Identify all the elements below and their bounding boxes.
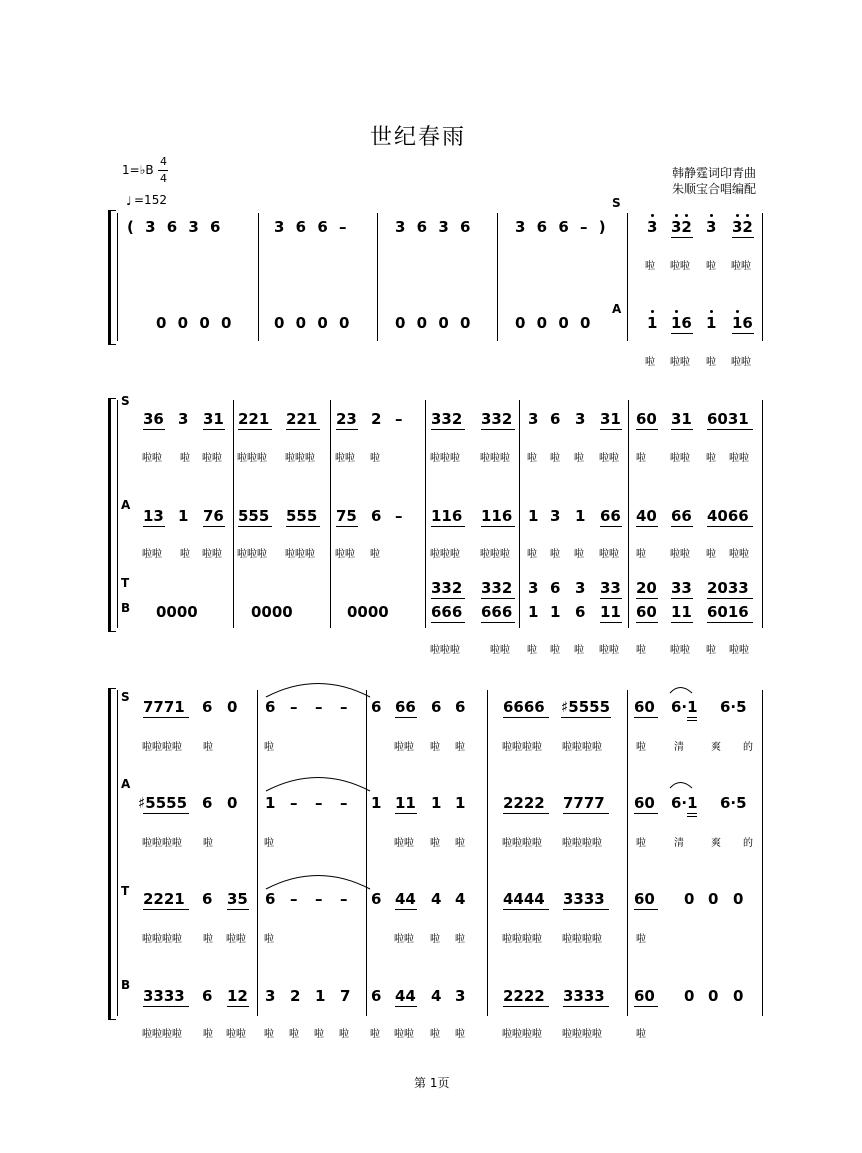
note: –	[290, 890, 298, 908]
note: 16	[671, 314, 692, 332]
note: 2222	[503, 987, 545, 1005]
note: 0	[684, 890, 695, 908]
lyric: 啦啦	[335, 453, 355, 464]
voice-label-tenor: T	[121, 576, 130, 590]
note: 6·1	[671, 698, 698, 716]
voice-label-alto: A	[121, 498, 131, 512]
lyric: 啦	[203, 742, 213, 753]
lyric: 啦啦	[731, 357, 751, 368]
lyric: 啦	[430, 1029, 440, 1040]
note: 0	[227, 794, 238, 812]
note: 6	[265, 698, 276, 716]
note: 3	[178, 410, 189, 428]
note: 332	[431, 410, 463, 428]
lyric: 啦	[370, 1029, 380, 1040]
note: ♯5555	[138, 794, 188, 812]
tempo-marking: =152	[134, 193, 167, 207]
intro-measure-1: ( 3 6 3 6	[127, 218, 221, 236]
voice-label-bass: B	[121, 978, 131, 992]
note: 332	[481, 579, 513, 597]
lyric: 啦啦啦啦	[502, 934, 542, 945]
note: 0	[684, 987, 695, 1005]
lyric: 啦啦啦啦	[502, 742, 542, 753]
note: 12	[227, 987, 248, 1005]
voice-label-bass: B	[121, 601, 131, 615]
lyric: 清	[674, 838, 684, 849]
note: 1	[706, 314, 717, 332]
intro-rest-3: 0 0 0 0	[395, 314, 471, 332]
lyric: 啦	[636, 645, 646, 656]
lyric: 的	[743, 838, 753, 849]
note: 31	[203, 410, 224, 428]
note: 3333	[143, 987, 185, 1005]
note: 16	[732, 314, 753, 332]
lyric: 啦啦	[599, 549, 619, 560]
note: 3	[575, 410, 586, 428]
intro-rest-2: 0 0 0 0	[274, 314, 350, 332]
lyric: 啦啦啦啦	[142, 934, 182, 945]
note: 6	[431, 698, 442, 716]
note: 221	[238, 410, 270, 428]
intro-measure-4: 3 6 6 – )	[515, 218, 606, 236]
lyric: 啦	[636, 549, 646, 560]
note: 1	[178, 507, 189, 525]
lyric: 啦啦啦	[430, 645, 460, 656]
note: 666	[481, 603, 513, 621]
note: 2	[371, 410, 382, 428]
lyric: 爽	[711, 838, 721, 849]
note: –	[340, 890, 348, 908]
note: 60	[634, 890, 655, 908]
note: 20	[636, 579, 657, 597]
lyric: 啦啦	[335, 549, 355, 560]
lyric: 啦	[314, 1029, 324, 1040]
lyric: 啦	[430, 742, 440, 753]
note: –	[290, 794, 298, 812]
lyric: 啦啦	[394, 838, 414, 849]
lyric: 啦	[264, 838, 274, 849]
note: 0000	[251, 603, 293, 621]
lyric: 啦	[706, 549, 716, 560]
lyric: 啦啦啦	[480, 549, 510, 560]
lyric: 啦	[430, 838, 440, 849]
note: 6031	[707, 410, 749, 428]
note: 60	[634, 794, 655, 812]
note: 6	[371, 698, 382, 716]
lyric: 啦啦啦	[237, 453, 267, 464]
note: 76	[203, 507, 224, 525]
lyric: 啦	[706, 261, 716, 272]
lyric: 啦	[455, 742, 465, 753]
lyric: 啦	[645, 357, 655, 368]
lyric: 啦啦	[202, 453, 222, 464]
lyric: 啦啦啦啦	[502, 838, 542, 849]
note: 4066	[707, 507, 749, 525]
lyric: 啦啦	[599, 645, 619, 656]
note: 0	[733, 987, 744, 1005]
intro-rest-1: 0 0 0 0	[156, 314, 232, 332]
lyric: 啦	[289, 1029, 299, 1040]
note: 1	[315, 987, 326, 1005]
note: 555	[286, 507, 318, 525]
note: 7777	[563, 794, 605, 812]
note: 7	[340, 987, 351, 1005]
voice-label-alto: A	[121, 777, 131, 791]
note: 60	[636, 603, 657, 621]
lyric: 啦	[264, 742, 274, 753]
lyric: 啦啦	[729, 453, 749, 464]
note: 1	[455, 794, 466, 812]
note-icon: ♩	[126, 194, 132, 208]
intro-rest-4: 0 0 0 0	[515, 314, 591, 332]
note: 1	[265, 794, 276, 812]
lyric: 啦啦啦啦	[502, 1029, 542, 1040]
lyric: 啦	[706, 645, 716, 656]
voice-label-soprano: S	[121, 690, 130, 704]
note: 60	[636, 410, 657, 428]
note: 40	[636, 507, 657, 525]
lyric: 清	[674, 742, 684, 753]
note: –	[395, 507, 403, 525]
lyric: 啦啦啦	[430, 453, 460, 464]
note: 1	[575, 507, 586, 525]
lyric: 啦	[430, 934, 440, 945]
note: 60	[634, 987, 655, 1005]
lyric: 啦	[527, 453, 537, 464]
lyric: 啦啦	[226, 934, 246, 945]
note: 66	[395, 698, 416, 716]
note: –	[315, 794, 323, 812]
time-sig-den: 4	[160, 172, 167, 185]
note: 666	[431, 603, 463, 621]
lyric: 啦啦啦啦	[562, 1029, 602, 1040]
credit-arranger: 朱顺宝合唱编配	[671, 182, 756, 196]
note: 13	[143, 507, 164, 525]
note: 4	[455, 890, 466, 908]
lyric: 啦啦	[729, 549, 749, 560]
lyric: 啦啦	[142, 549, 162, 560]
note: 1	[550, 603, 561, 621]
lyric: 啦	[180, 453, 190, 464]
note: 332	[431, 579, 463, 597]
note: 23	[336, 410, 357, 428]
lyric: 啦	[264, 934, 274, 945]
note: 6·1	[671, 794, 698, 812]
note: 6	[202, 794, 213, 812]
lyric: 啦啦啦啦	[142, 838, 182, 849]
note: 6	[202, 890, 213, 908]
note: 66	[671, 507, 692, 525]
note: 2222	[503, 794, 545, 812]
note: 6	[371, 987, 382, 1005]
lyric: 啦	[203, 934, 213, 945]
note: 2	[290, 987, 301, 1005]
note: 6·5	[720, 794, 747, 812]
note: 3	[575, 579, 586, 597]
lyric: 啦	[550, 453, 560, 464]
lyric: 啦啦啦啦	[142, 1029, 182, 1040]
lyric: 啦	[264, 1029, 274, 1040]
lyric: 啦	[370, 453, 380, 464]
lyric: 的	[743, 742, 753, 753]
lyric: 啦啦啦啦	[562, 742, 602, 753]
lyric: 啦	[574, 645, 584, 656]
lyric: 啦	[636, 742, 646, 753]
lyric: 啦啦啦	[285, 549, 315, 560]
note: 44	[395, 890, 416, 908]
lyric: 啦啦啦啦	[562, 838, 602, 849]
note: 6	[455, 698, 466, 716]
lyric: 啦啦	[394, 742, 414, 753]
note: 6	[371, 507, 382, 525]
note: 4444	[503, 890, 545, 908]
note: 3	[265, 987, 276, 1005]
lyric: 啦啦	[670, 453, 690, 464]
lyric: 啦啦啦啦	[142, 742, 182, 753]
note: 33	[600, 579, 621, 597]
note: 0	[708, 890, 719, 908]
lyric: 啦	[339, 1029, 349, 1040]
note: 31	[671, 410, 692, 428]
lyric: 啦啦啦啦	[562, 934, 602, 945]
lyric: 啦	[527, 549, 537, 560]
lyric: 啦	[636, 1029, 646, 1040]
note: 555	[238, 507, 270, 525]
note: 66	[600, 507, 621, 525]
note: 35	[227, 890, 248, 908]
lyric: 啦啦	[731, 261, 751, 272]
lyric: 啦	[455, 934, 465, 945]
note: 3333	[563, 987, 605, 1005]
note: 6	[265, 890, 276, 908]
lyric: 啦啦	[670, 549, 690, 560]
note: 6	[550, 410, 561, 428]
note: –	[340, 794, 348, 812]
note: 36	[143, 410, 164, 428]
lyric: 啦啦	[142, 453, 162, 464]
lyric: 啦	[550, 645, 560, 656]
note: 1	[528, 603, 539, 621]
lyric: 啦啦啦	[430, 549, 460, 560]
lyric: 啦啦	[202, 549, 222, 560]
lyric: 啦啦啦	[480, 453, 510, 464]
note: 6016	[707, 603, 749, 621]
lyric: 啦啦	[226, 1029, 246, 1040]
lyric: 啦啦	[490, 645, 510, 656]
note: 3	[706, 218, 717, 236]
note: 11	[600, 603, 621, 621]
note: 60	[634, 698, 655, 716]
lyric: 啦	[203, 838, 213, 849]
lyric: 啦	[203, 1029, 213, 1040]
note: 11	[395, 794, 416, 812]
lyric: 啦	[574, 549, 584, 560]
lyric: 啦	[550, 549, 560, 560]
note: 6	[371, 890, 382, 908]
note: 221	[286, 410, 318, 428]
note: 0	[708, 987, 719, 1005]
key-signature: 1=♭B	[122, 163, 154, 177]
voice-label-tenor: T	[121, 884, 130, 898]
lyric: 啦啦啦	[237, 549, 267, 560]
lyric: 啦	[180, 549, 190, 560]
note: 6666	[503, 698, 545, 716]
lyric: 啦	[527, 645, 537, 656]
note: –	[315, 698, 323, 716]
note: 2033	[707, 579, 749, 597]
note: 0000	[156, 603, 198, 621]
credit-lyricist-composer: 韩静霆词印青曲	[671, 166, 756, 180]
note: –	[340, 698, 348, 716]
lyric: 啦	[370, 549, 380, 560]
note: 332	[481, 410, 513, 428]
note: 6·5	[720, 698, 747, 716]
lyric: 啦	[636, 934, 646, 945]
note: –	[315, 890, 323, 908]
intro-measure-3: 3 6 3 6	[395, 218, 471, 236]
lyric: 啦啦	[599, 453, 619, 464]
note: 7771	[143, 698, 185, 716]
lyric: 啦啦啦	[285, 453, 315, 464]
note: 2221	[143, 890, 185, 908]
note: 33	[671, 579, 692, 597]
lyric: 啦	[706, 357, 716, 368]
lyric: 爽	[711, 742, 721, 753]
intro-measure-2: 3 6 6 –	[274, 218, 347, 236]
lyric: 啦	[455, 1029, 465, 1040]
lyric: 啦啦	[670, 645, 690, 656]
page-number: 第 1页	[414, 1076, 450, 1090]
voice-label-alto: A	[612, 302, 622, 316]
note: ♯5555	[561, 698, 611, 716]
note: 3	[647, 218, 658, 236]
note: 44	[395, 987, 416, 1005]
lyric: 啦啦	[670, 357, 690, 368]
note: 11	[671, 603, 692, 621]
note: 1	[528, 507, 539, 525]
note: 75	[336, 507, 357, 525]
voice-label-soprano: S	[612, 196, 621, 210]
lyric: 啦	[636, 838, 646, 849]
note: 32	[671, 218, 692, 236]
note: 1	[431, 794, 442, 812]
lyric: 啦啦	[729, 645, 749, 656]
note: 31	[600, 410, 621, 428]
lyric: 啦	[645, 261, 655, 272]
note: 4	[431, 890, 442, 908]
lyric: 啦	[636, 453, 646, 464]
note: 1	[647, 314, 658, 332]
note: 3	[528, 579, 539, 597]
note: 6	[202, 987, 213, 1005]
note: 6	[202, 698, 213, 716]
lyric: 啦啦	[670, 261, 690, 272]
note: 3	[528, 410, 539, 428]
note: 3333	[563, 890, 605, 908]
lyric: 啦	[574, 453, 584, 464]
note: 6	[575, 603, 586, 621]
note: –	[290, 698, 298, 716]
voice-label-soprano: S	[121, 394, 130, 408]
note: 116	[481, 507, 513, 525]
note: 32	[732, 218, 753, 236]
note: 3	[550, 507, 561, 525]
lyric: 啦啦	[394, 934, 414, 945]
lyric: 啦	[455, 838, 465, 849]
score-title: 世纪春雨	[370, 125, 467, 150]
note: 0	[733, 890, 744, 908]
time-sig-num: 4	[160, 155, 167, 168]
note: 1	[371, 794, 382, 812]
note: 4	[431, 987, 442, 1005]
note: 0000	[347, 603, 389, 621]
note: 3	[455, 987, 466, 1005]
lyric: 啦啦	[394, 1029, 414, 1040]
note: 0	[227, 698, 238, 716]
lyric: 啦	[706, 453, 716, 464]
note: –	[395, 410, 403, 428]
note: 116	[431, 507, 463, 525]
note: 6	[550, 579, 561, 597]
